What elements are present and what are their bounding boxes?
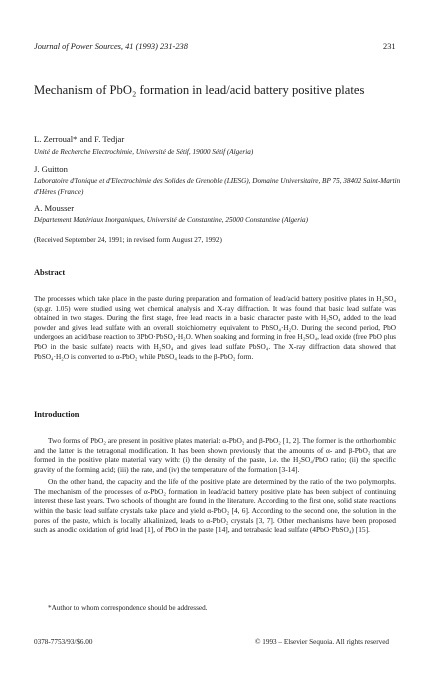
introduction-body bbox=[34, 436, 396, 535]
abstract-heading: Abstract bbox=[34, 268, 66, 277]
correspondence-footnote: *Author to whom correspondence should be addressed. bbox=[48, 604, 208, 612]
running-header-journal: Journal of Power Sources, 41 (1993) 231-238 bbox=[34, 42, 188, 51]
received-dates: (Received September 24, 1991; in revised form August 27, 1992) bbox=[34, 236, 222, 244]
page-number: 231 bbox=[383, 42, 396, 51]
article-title: Mechanism of PbO₂ formation in lead/acid battery positive plates bbox=[34, 83, 365, 97]
author-line-2: J. Guitton bbox=[34, 164, 68, 174]
footer-copyright: © 1993 – Elsevier Sequoia. All rights reserved bbox=[255, 638, 390, 646]
footer-issn: 0378-7753/93/$6.00 bbox=[34, 638, 93, 646]
intro-paragraph-1: Two forms of PbO₂ are present in positive plates material: α-PbO₂ and β-PbO₂ [1, 2]. The former is the orthorhombic and the latter is the tetragonal modification. It has been shown previously that the amounts of α- and β-PbO₂ that are formed in the positive plate material vary with: (i) the density of the paste, i.e. the H₂SO₄/PbO ratio; (ii) the specific gravity of the forming acid; (iii) the rate, and (iv) the temperature of the formation [3-14]. bbox=[34, 436, 396, 475]
introduction-heading: Introduction bbox=[34, 410, 80, 419]
affiliation-2: Laboratoire d'Ionique et d'Electrochimie des Solides de Grenoble (LIESG), Domaine Universitaire, BP 75, 38402 Saint-Martin d'Hères (France) bbox=[34, 177, 401, 196]
author-line-1: L. Zerroual* and F. Tedjar bbox=[34, 134, 125, 144]
intro-paragraph-2: On the other hand, the capacity and the life of the positive plate are determined by the ratio of the two polymorphs. The mechanism of the processes of α-PbO₂ formation in lead/acid battery positive plate has been subject of continuing interest these last years. Two schools of thought are found in the literature. According to the first one, solid state reactions within the basic lead sulfate crystals take place and yield α-PbO₂ [4, 6]. According to the second one, the solution in the pores of the paste, which is locally alkalinized, leads to α-PbO₂ crystals [3, 7]. Other mechanisms have been proposed such as anodic oxidation of grid lead [1], of PbO in the paste [14], and tetrabasic lead sulfate (4PbO·PbSO₄) [15]. bbox=[34, 476, 396, 535]
affiliation-3: Département Matériaux Inorganiques, Université de Constantine, 25000 Constantine (Algeria) bbox=[34, 216, 309, 224]
author-line-3: A. Mousser bbox=[34, 203, 75, 213]
affiliation-1: Unité de Recherche Electrochimie, Université de Sétif, 19000 Sétif (Algeria) bbox=[34, 148, 254, 156]
abstract-text: The processes which take place in the paste during preparation and formation of lead/acid battery positive plates in H₂SO₄ (sp.gr. 1.05) were studied using wet chemical analysis and X-ray diffraction. It was found that basic lead sulfate was obtained in two stages. During the first stage, free lead reacts in a basic character paste with H₂SO₄ added to the lead powder and gives lead sulfate with an overall stoichiometry equivalent to PbSO₄·H₂O. During the second period, PbO undergoes an acid/base reaction to 3PbO·PbSO₄·H₂O. When soaking and forming in free H₂SO₄, lead oxide (free PbO plus PbO in the basic sulfate) reacts with H₂SO₄ and gives lead sulfate PbSO₄. The X-ray diffraction data showed that PbSO₄·H₂O is converted to α-PbO₂ while PbSO₄ leads to the β-PbO₂ form. bbox=[34, 294, 396, 361]
